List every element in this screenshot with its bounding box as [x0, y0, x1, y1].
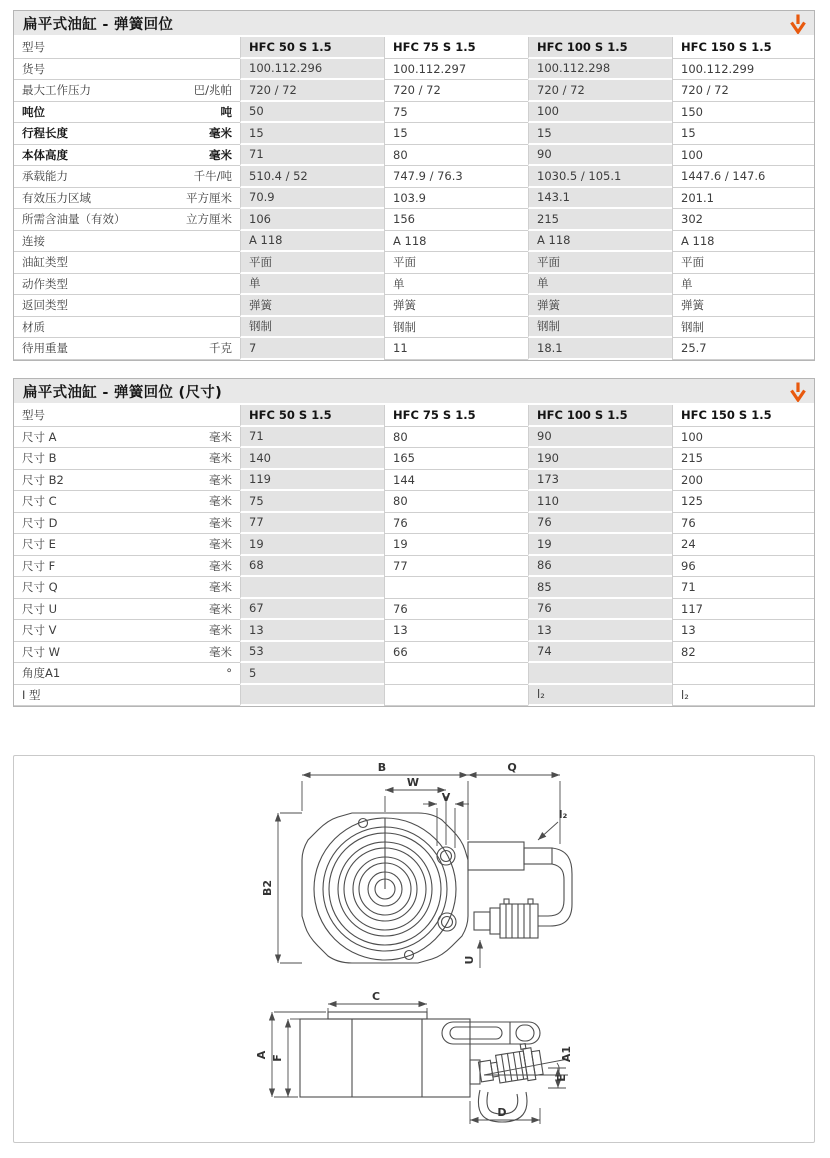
spec-value-cell: 15	[240, 123, 384, 145]
spec-value-cell: 150	[672, 102, 814, 124]
spec-row	[14, 599, 814, 621]
spec-value-cell: 钢制	[528, 317, 672, 339]
spec-row	[14, 577, 814, 599]
spec-value-cell: 24	[672, 534, 814, 556]
spec-value-cell: 100.112.299	[672, 59, 814, 81]
row-label: 尺寸 B2	[22, 472, 64, 487]
spec-label-cell	[14, 231, 240, 253]
spec-value-cell: 77	[384, 556, 528, 578]
row-label: 尺寸 V	[22, 623, 57, 638]
row-label: 所需含油量（有效）	[22, 212, 126, 227]
dim-label-e: E	[555, 1074, 568, 1082]
row-label: 动作类型	[22, 276, 68, 291]
carry-handle	[442, 1022, 540, 1044]
spec-value-cell: 140	[240, 448, 384, 470]
spec-value-cell: 钢制	[240, 317, 384, 339]
spec-label-cell	[14, 295, 240, 317]
row-unit: 千克	[209, 341, 232, 356]
spec-value-cell: 76	[384, 599, 528, 621]
row-label: 承载能力	[22, 169, 68, 184]
column-header-cell: HFC 100 S 1.5	[528, 405, 672, 427]
spec-label-cell	[14, 663, 240, 685]
row-unit: °	[226, 666, 232, 681]
spec-label-cell	[14, 556, 240, 578]
row-label: 尺寸 Q	[22, 580, 58, 595]
row-label: 尺寸 D	[22, 515, 58, 530]
dim-label-c: C	[371, 990, 381, 1003]
spec-value-cell: 510.4 / 52	[240, 166, 384, 188]
spec-value-cell: 19	[384, 534, 528, 556]
row-label: 行程长度	[22, 126, 68, 141]
spec-value-cell: 76	[528, 599, 672, 621]
spec-row	[14, 102, 814, 124]
spec-label-cell	[14, 427, 240, 449]
spec-label-cell	[14, 123, 240, 145]
spec-value-cell: 80	[384, 491, 528, 513]
spec-label-cell	[14, 274, 240, 296]
spec-label-cell	[14, 338, 240, 360]
row-label: 油缸类型	[22, 255, 68, 270]
spec-row	[14, 491, 814, 513]
spec-value-cell: A 118	[384, 231, 528, 253]
row-unit: 毫米	[209, 429, 232, 444]
spec-value-cell	[384, 685, 528, 707]
row-unit: 毫米	[209, 147, 232, 162]
row-unit: 毫米	[209, 472, 232, 487]
cylinder-technical-drawing	[14, 756, 814, 1142]
spec-value-cell: 201.1	[672, 188, 814, 210]
spec-row	[14, 188, 814, 210]
header-row	[14, 405, 814, 427]
spec-value-cell: 15	[528, 123, 672, 145]
spec-value-cell: 70.9	[240, 188, 384, 210]
spec-value-cell: 74	[528, 642, 672, 664]
row-label: 尺寸 W	[22, 644, 61, 659]
saddle	[328, 1012, 427, 1019]
header-row	[14, 37, 814, 59]
spec-value-cell: 18.1	[528, 338, 672, 360]
row-unit: 毫米	[209, 537, 232, 552]
spec-value-cell: 143.1	[528, 188, 672, 210]
side-view-drawing	[300, 1012, 544, 1122]
spec-value-cell: 85	[528, 577, 672, 599]
row-unit: 毫米	[209, 494, 232, 509]
row-label: I 型	[22, 687, 41, 702]
spec-value-cell	[384, 577, 528, 599]
spec-value-cell: 720 / 72	[384, 80, 528, 102]
spec-row	[14, 685, 814, 707]
spec-value-cell: 66	[384, 642, 528, 664]
panel-title-bar	[14, 379, 814, 405]
spec-value-cell	[672, 663, 814, 685]
spec-row	[14, 123, 814, 145]
row-label: 本体高度	[22, 147, 68, 162]
spec-value-cell: 13	[384, 620, 528, 642]
spec-value-cell: 弹簧	[384, 295, 528, 317]
spec-value-cell: 单	[384, 274, 528, 296]
row-label: 尺寸 C	[22, 494, 57, 509]
model-label-cell	[14, 37, 240, 59]
dim-label-u: U	[463, 955, 476, 965]
column-header-cell: HFC 150 S 1.5	[672, 37, 814, 59]
spec-value-cell: 弹簧	[528, 295, 672, 317]
spec-value-cell: 13	[528, 620, 672, 642]
download-arrow-icon[interactable]	[789, 381, 807, 402]
spec-value-cell: 15	[672, 123, 814, 145]
row-unit: 巴/兆帕	[193, 83, 232, 98]
hose	[538, 848, 572, 926]
spec-value-cell: 平面	[528, 252, 672, 274]
row-unit: 毫米	[209, 580, 232, 595]
panel-title: 扁平式油缸 - 弹簧回位 (尺寸)	[23, 384, 223, 401]
row-label: 角度A1	[22, 666, 61, 681]
row-label: 货号	[22, 61, 45, 76]
spec-value-cell: 19	[240, 534, 384, 556]
spec-value-cell: 平面	[240, 252, 384, 274]
spec-value-cell: 100.112.298	[528, 59, 672, 81]
dimensions-table	[14, 405, 814, 706]
column-header-cell: HFC 75 S 1.5	[384, 37, 528, 59]
dim-label-f: F	[271, 1054, 284, 1062]
spec-value-cell: 53	[240, 642, 384, 664]
spec-row	[14, 231, 814, 253]
spec-label-cell	[14, 188, 240, 210]
row-label: 型号	[22, 408, 45, 423]
top-view-dimensions	[278, 775, 560, 968]
row-unit: 毫米	[209, 451, 232, 466]
spec-table-panel	[13, 10, 815, 361]
column-header-cell: HFC 75 S 1.5	[384, 405, 528, 427]
spec-value-cell: 钢制	[672, 317, 814, 339]
dim-label-q: Q	[507, 761, 517, 774]
spec-label-cell	[14, 145, 240, 167]
column-header-cell: HFC 150 S 1.5	[672, 405, 814, 427]
spec-label-cell	[14, 577, 240, 599]
row-label: 材质	[22, 319, 45, 334]
spec-row	[14, 620, 814, 642]
spec-value-cell: 11	[384, 338, 528, 360]
row-unit: 平方厘米	[186, 190, 232, 205]
spec-value-cell: 90	[528, 427, 672, 449]
row-label: 待用重量	[22, 341, 68, 356]
spec-label-cell	[14, 166, 240, 188]
spec-row	[14, 338, 814, 360]
spec-value-cell: 80	[384, 145, 528, 167]
spec-label-cell	[14, 209, 240, 231]
model-label-cell	[14, 405, 240, 427]
spec-value-cell: 720 / 72	[240, 80, 384, 102]
spec-row	[14, 642, 814, 664]
spec-label-cell	[14, 470, 240, 492]
spec-value-cell: 117	[672, 599, 814, 621]
spec-value-cell: A 118	[672, 231, 814, 253]
spec-value-cell: 76	[384, 513, 528, 535]
row-label: 尺寸 B	[22, 451, 57, 466]
row-unit: 毫米	[209, 515, 232, 530]
spec-label-cell	[14, 448, 240, 470]
row-unit: 吨	[220, 104, 232, 119]
spec-value-cell: 106	[240, 209, 384, 231]
dim-label-w: W	[406, 776, 420, 789]
spec-value-cell: 71	[240, 145, 384, 167]
row-label: 有效压力区域	[22, 190, 91, 205]
spec-row	[14, 317, 814, 339]
spec-value-cell: 50	[240, 102, 384, 124]
spec-value-cell: 平面	[384, 252, 528, 274]
spec-row	[14, 448, 814, 470]
spec-value-cell: 302	[672, 209, 814, 231]
spec-value-cell: 弹簧	[672, 295, 814, 317]
spec-value-cell: 720 / 72	[528, 80, 672, 102]
spec-value-cell: 单	[528, 274, 672, 296]
spec-value-cell: 68	[240, 556, 384, 578]
spec-value-cell: 215	[528, 209, 672, 231]
dim-label-a: A	[255, 1050, 268, 1060]
spec-row	[14, 663, 814, 685]
spec-label-cell	[14, 685, 240, 707]
spec-value-cell	[240, 577, 384, 599]
row-unit: 千牛/吨	[193, 169, 232, 184]
spec-value-cell: 82	[672, 642, 814, 664]
panel-title: 扁平式油缸 - 弹簧回位	[23, 16, 174, 33]
spec-value-cell: 75	[384, 102, 528, 124]
spec-row	[14, 59, 814, 81]
spec-value-cell: 平面	[672, 252, 814, 274]
spec-value-cell: 1447.6 / 147.6	[672, 166, 814, 188]
spec-value-cell: 单	[672, 274, 814, 296]
dim-label-v: V	[441, 791, 451, 804]
spec-value-cell: 190	[528, 448, 672, 470]
spec-value-cell: l₂	[672, 685, 814, 707]
spec-value-cell: 173	[528, 470, 672, 492]
dim-label-l2: l₂	[558, 808, 568, 821]
technical-drawing-box	[13, 755, 815, 1143]
spec-value-cell: 15	[384, 123, 528, 145]
spec-row	[14, 534, 814, 556]
spec-value-cell: 5	[240, 663, 384, 685]
spec-value-cell: 1030.5 / 105.1	[528, 166, 672, 188]
row-unit: 毫米	[209, 623, 232, 638]
spec-value-cell: 144	[384, 470, 528, 492]
row-label: 尺寸 U	[22, 601, 58, 616]
row-label: 尺寸 F	[22, 558, 56, 573]
spec-row	[14, 470, 814, 492]
spec-value-cell: 钢制	[384, 317, 528, 339]
row-label: 尺寸 A	[22, 429, 57, 444]
row-unit: 毫米	[209, 601, 232, 616]
spec-value-cell: 90	[528, 145, 672, 167]
spec-row	[14, 513, 814, 535]
spec-value-cell: 单	[240, 274, 384, 296]
side-coupler	[477, 1042, 544, 1088]
dim-label-b: B	[377, 761, 387, 774]
spec-value-cell: 200	[672, 470, 814, 492]
spec-value-cell: 71	[240, 427, 384, 449]
row-label: 型号	[22, 40, 45, 55]
port-fitting	[468, 842, 524, 870]
spec-value-cell: 弹簧	[240, 295, 384, 317]
row-unit: 毫米	[209, 558, 232, 573]
row-label: 尺寸 E	[22, 537, 56, 552]
spec-value-cell	[528, 663, 672, 685]
spec-value-cell	[384, 663, 528, 685]
column-header-cell: HFC 50 S 1.5	[240, 37, 384, 59]
dim-label-a1: A1	[560, 1045, 573, 1063]
spec-label-cell	[14, 620, 240, 642]
spec-label-cell	[14, 102, 240, 124]
spec-value-cell: A 118	[240, 231, 384, 253]
spec-value-cell: 156	[384, 209, 528, 231]
spec-label-cell	[14, 642, 240, 664]
spec-value-cell: 7	[240, 338, 384, 360]
spec-value-cell: 110	[528, 491, 672, 513]
row-label: 返回类型	[22, 298, 68, 313]
spec-row	[14, 556, 814, 578]
spec-value-cell: 67	[240, 599, 384, 621]
row-unit: 毫米	[209, 644, 232, 659]
column-header-cell: HFC 50 S 1.5	[240, 405, 384, 427]
spec-value-cell: 71	[672, 577, 814, 599]
dimensions-table-panel	[13, 378, 815, 707]
column-header-cell: HFC 100 S 1.5	[528, 37, 672, 59]
spec-value-cell: 125	[672, 491, 814, 513]
spec-row	[14, 80, 814, 102]
spec-label-cell	[14, 80, 240, 102]
spec-label-cell	[14, 491, 240, 513]
spec-row	[14, 295, 814, 317]
spec-value-cell: 215	[672, 448, 814, 470]
cylinder-body	[300, 1019, 470, 1097]
spec-row	[14, 166, 814, 188]
spec-value-cell: 100	[672, 427, 814, 449]
spec-value-cell: 25.7	[672, 338, 814, 360]
spec-value-cell: 96	[672, 556, 814, 578]
row-unit: 毫米	[209, 126, 232, 141]
panel-title-bar	[14, 11, 814, 37]
spec-label-cell	[14, 513, 240, 535]
spec-row	[14, 252, 814, 274]
row-label: 最大工作压力	[22, 83, 91, 98]
spec-value-cell: 100.112.297	[384, 59, 528, 81]
quick-coupler	[474, 899, 538, 938]
spec-value-cell	[240, 685, 384, 707]
row-unit: 立方厘米	[186, 212, 232, 227]
spec-value-cell: 76	[672, 513, 814, 535]
spec-label-cell	[14, 59, 240, 81]
spec-row	[14, 427, 814, 449]
spec-value-cell: 13	[672, 620, 814, 642]
dim-label-b2: B2	[261, 879, 274, 897]
spec-label-cell	[14, 317, 240, 339]
row-label: 吨位	[22, 104, 45, 119]
spec-row	[14, 274, 814, 296]
spec-value-cell: l₂	[528, 685, 672, 707]
spec-row	[14, 209, 814, 231]
dim-label-d: D	[497, 1106, 507, 1119]
spec-value-cell: 165	[384, 448, 528, 470]
download-arrow-icon[interactable]	[789, 13, 807, 34]
spec-value-cell: 77	[240, 513, 384, 535]
spec-label-cell	[14, 252, 240, 274]
spec-value-cell: 19	[528, 534, 672, 556]
spec-value-cell: 119	[240, 470, 384, 492]
spec-value-cell: 100.112.296	[240, 59, 384, 81]
spec-value-cell: 80	[384, 427, 528, 449]
spec-value-cell: 13	[240, 620, 384, 642]
spec-value-cell: 76	[528, 513, 672, 535]
spec-value-cell: 86	[528, 556, 672, 578]
spec-value-cell: 103.9	[384, 188, 528, 210]
spec-value-cell: 720 / 72	[672, 80, 814, 102]
spec-value-cell: 75	[240, 491, 384, 513]
spec-label-cell	[14, 599, 240, 621]
spec-value-cell: 100	[528, 102, 672, 124]
spec-table	[14, 37, 814, 360]
spec-value-cell: 747.9 / 76.3	[384, 166, 528, 188]
spec-value-cell: 100	[672, 145, 814, 167]
spec-row	[14, 145, 814, 167]
spec-label-cell	[14, 534, 240, 556]
row-label: 连接	[22, 233, 45, 248]
spec-value-cell: A 118	[528, 231, 672, 253]
